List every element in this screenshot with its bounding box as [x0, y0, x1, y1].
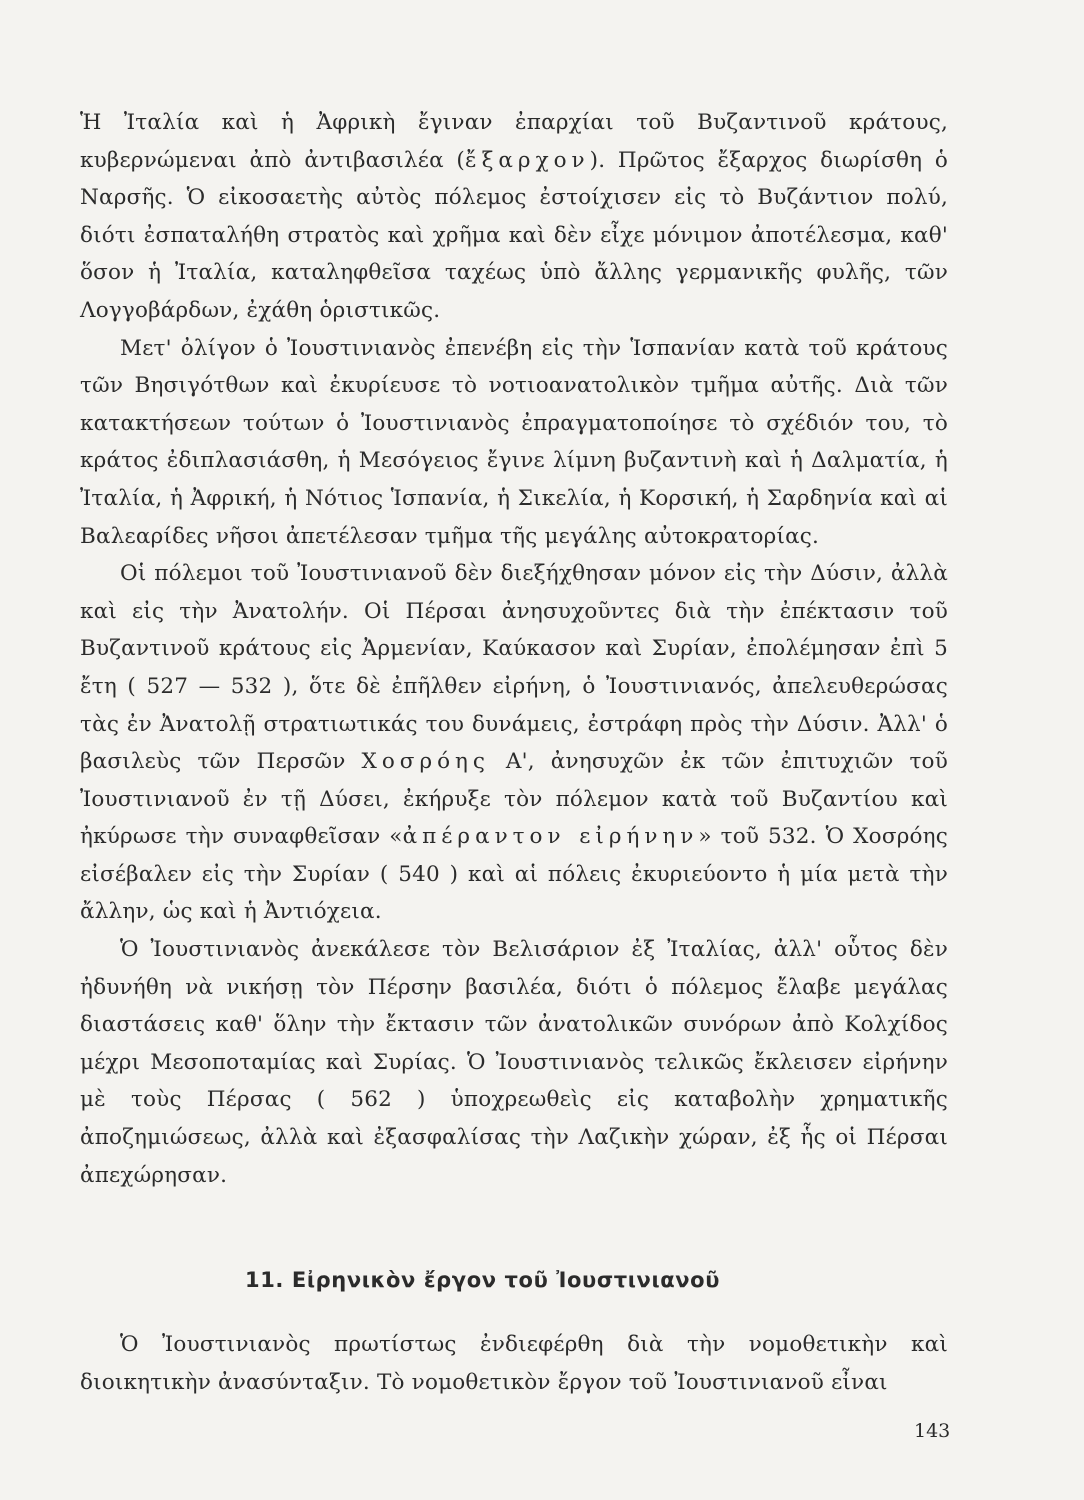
text-run: Οἱ πόλεμοι τοῦ Ἰουστινιανοῦ δὲν διεξήχθησαν μόνον εἰς τὴν Δύσιν, ἀλλὰ καὶ εἰς τὴν Ἀνατολήν. Οἱ Πέρσαι ἀνησυχοῦντες διὰ τὴν ἐπέκτασιν τοῦ Βυζαντινοῦ κράτους εἰς Ἀρμενίαν, Καύκασον καὶ Συρίαν, ἐπολέμησαν ἐπὶ 5 ἔτη ( 527 — 532 ), ὅτε δὲ ἐπῆλθεν εἰρήνη, ὁ Ἰουστινιανός, ἀπελευθερώσας τὰς ἐν Ἀνατολῇ στρατιωτικάς του δυνάμεις, ἐστράφη πρὸς τὴν Δύσιν. Ἀλλ' ὁ βασιλεὺς τῶν Περσῶν — [80, 561, 948, 775]
spaced-term: Χοσρόης — [361, 749, 490, 775]
closing-text — [80, 1326, 948, 1401]
spaced-term: ἔξαρχον — [465, 147, 590, 173]
body-text — [80, 104, 948, 1194]
text-run: Α', ἀνησυχῶν ἐκ τῶν ἐπιτυχιῶν τοῦ Ἰουστινιανοῦ ἐν τῇ Δύσει, ἐκήρυξε τὸν πόλεμον κατὰ τοῦ Βυζαντίου καὶ ἠκύρωσε τὴν συναφθεῖσαν « — [80, 749, 948, 850]
text-run: » τοῦ 532. Ὁ Χοσρόης εἰσέβαλεν εἰς τὴν Συρίαν ( 540 ) καὶ αἱ πόλεις ἐκυριεύοντο ἡ μία μετὰ τὴν ἄλλην, ὡς καὶ ἡ Ἀντιόχεια. — [80, 824, 948, 925]
section-heading: 11. Εἰρηνικὸν ἔργον τοῦ Ἰουστινιανοῦ — [245, 1268, 720, 1292]
text-run: ). Πρῶτος ἔξαρχος διωρίσθη ὁ Ναρσῆς. Ὁ εἰκοσαετὴς αὐτὸς πόλεμος ἐστοίχισεν εἰς τὸ Βυζάντιον πολύ, διότι ἐσπαταλήθη στρατὸς καὶ χρῆμα καὶ δὲν εἶχε μόνιμον ἀποτέλεσμα, καθ' ὅσον ἡ Ἰταλία, καταληφθεῖσα ταχέως ὑπὸ ἄλλης γερμανικῆς φυλῆς, τῶν Λογγοβάρδων, ἐχάθη ὁριστικῶς. — [80, 147, 949, 323]
spaced-term: ἀπέραντον εἰρήνην — [402, 824, 699, 850]
text-run: Ἡ Ἰταλία καὶ ἡ Ἀφρικὴ ἔγιναν ἐπαρχίαι τοῦ Βυζαντινοῦ κράτους, κυβερνώμεναι ἀπὸ ἀντιβασιλέα ( — [80, 110, 948, 173]
paragraph-4 — [80, 931, 948, 1194]
page-number: 143 — [914, 1420, 951, 1442]
paragraph-2 — [80, 330, 948, 556]
paragraph-1 — [80, 104, 948, 330]
text-run: Μετ' ὀλίγον ὁ Ἰουστινιανὸς ἐπενέβη εἰς τὴν Ἱσπανίαν κατὰ τοῦ κράτους τῶν Βησιγότθων καὶ ἐκυρίευσε τὸ νοτιοανατολικὸν τμῆμα αὐτῆς. Διὰ τῶν κατακτήσεων τούτων ὁ Ἰουστινιανὸς ἐπραγματοποίησε τὸ σχέδιόν του, τὸ κράτος ἐδιπλασιάσθη, ἡ Μεσόγειος ἔγινε λίμνη βυζαντινὴ καὶ ἡ Δαλματία, ἡ Ἰταλία, ἡ Ἀφρική, ἡ Νότιος Ἱσπανία, ἡ Σικελία, ἡ Κορσική, ἡ Σαρδηνία καὶ αἱ Βαλεαρίδες νῆσοι ἀπετέλεσαν τμῆμα τῆς μεγάλης αὐτοκρατορίας. — [80, 335, 948, 549]
text-run: Ὁ Ἰουστινιανὸς ἀνεκάλεσε τὸν Βελισάριον ἐξ Ἰταλίας, ἀλλ' οὗτος δὲν ἠδυνήθη νὰ νικήσῃ τὸν Πέρσην βασιλέα, διότι ὁ πόλεμος ἔλαβε μεγάλας διαστάσεις καθ' ὅλην τὴν ἔκτασιν τῶν ἀνατολικῶν συνόρων ἀπὸ Κολχίδος μέχρι Μεσοποταμίας καὶ Συρίας. Ὁ Ἰουστινιανὸς τελικῶς ἔκλεισεν εἰρήνην μὲ τοὺς Πέρσας ( 562 ) ὑποχρεωθεὶς εἰς καταβολὴν χρηματικῆς ἀποζημιώσεως, ἀλλὰ καὶ ἐξασφαλίσας τὴν Λαζικὴν χώραν, ἐξ ἧς οἱ Πέρσαι ἀπεχώρησαν. — [80, 937, 948, 1188]
paragraph-5: Ὁ Ἰουστινιανὸς πρωτίστως ἐνδιεφέρθη διὰ τὴν νομοθετικὴν καὶ διοικητικὴν ἀνασύνταξιν. Τὸ νομοθετικὸν ἔργον τοῦ Ἰουστινιανοῦ εἶναι — [80, 1332, 948, 1395]
paragraph-3 — [80, 555, 948, 931]
